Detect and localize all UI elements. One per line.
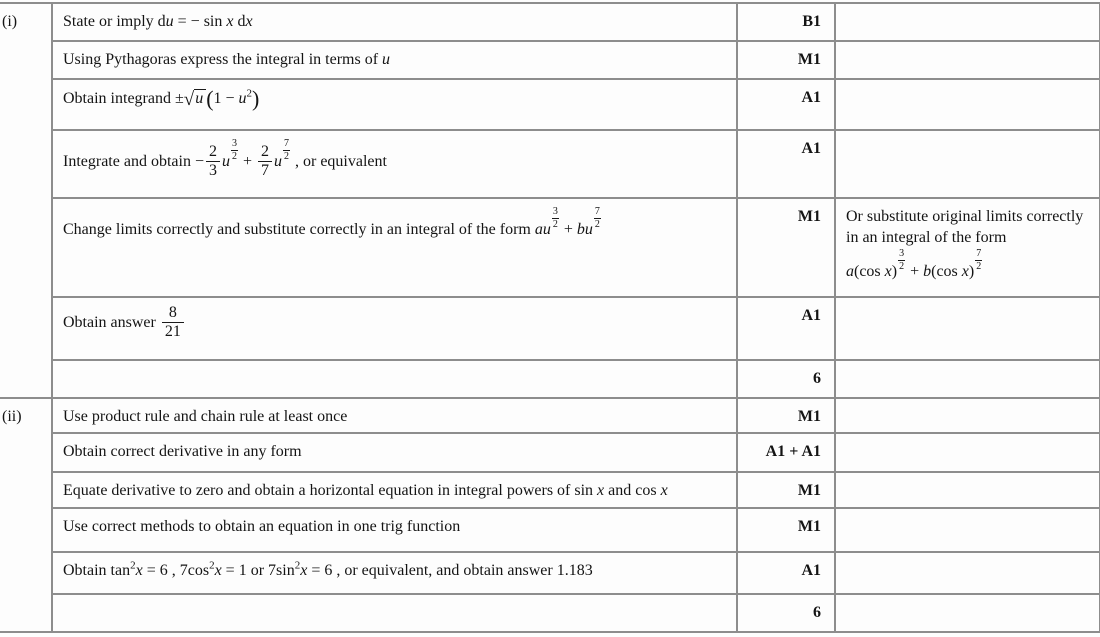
note-cell bbox=[835, 552, 1100, 594]
mark-cell: M1 bbox=[737, 398, 835, 433]
criterion-cell: Obtain correct derivative in any form bbox=[52, 433, 737, 472]
note-cell bbox=[835, 297, 1100, 360]
table-row bbox=[0, 3, 1100, 41]
criterion-cell: Using Pythagoras express the integral in terms of u bbox=[52, 41, 737, 79]
table-row bbox=[0, 41, 1100, 79]
criterion-cell: Obtain $\tan^2x = 6$ , $7\cos^2x = 1$ or $7\sin^2x = 6$ , or equivalent, and obtain answer 1.183 bbox=[52, 552, 737, 594]
mark-cell: A1 bbox=[737, 79, 835, 130]
table-row bbox=[0, 79, 1100, 130]
criterion-cell: Obtain integrand ±√u $(1 - u^2)$ bbox=[52, 79, 737, 130]
table-row bbox=[0, 472, 1100, 508]
note-cell bbox=[835, 41, 1100, 79]
total-marks-cell: 6 bbox=[737, 360, 835, 398]
table-row bbox=[0, 130, 1100, 198]
part-label-ii: (ii) bbox=[0, 398, 52, 632]
note-cell bbox=[835, 594, 1100, 632]
table-row bbox=[0, 508, 1100, 552]
mark-cell: B1 bbox=[737, 3, 835, 41]
table-row bbox=[0, 398, 1100, 433]
criterion-cell: Equate derivative to zero and obtain a horizontal equation in integral powers of sin x and cos x bbox=[52, 472, 737, 508]
part-label-i: (i) bbox=[0, 3, 52, 398]
criterion-cell: Change limits correctly and substitute correctly in an integral of the form au $\frac{3}{2}$ + bu $\frac{7}{2}$ bbox=[52, 198, 737, 297]
mark-scheme-table bbox=[0, 2, 1100, 633]
note-cell bbox=[835, 433, 1100, 472]
note-cell bbox=[835, 79, 1100, 130]
note-cell: Or substitute original limits correctly in an integral of the form a(cos x) $\frac{3}{2}$ + b(cos x) $\frac{7}{2}$ bbox=[835, 198, 1100, 297]
criterion-cell bbox=[52, 360, 737, 398]
table-row-total bbox=[0, 594, 1100, 632]
criterion-cell: Obtain answer $\frac{8}{21}$ bbox=[52, 297, 737, 360]
note-cell bbox=[835, 3, 1100, 41]
note-cell bbox=[835, 398, 1100, 433]
mark-cell: A1 bbox=[737, 552, 835, 594]
note-cell bbox=[835, 508, 1100, 552]
criterion-cell bbox=[52, 594, 737, 632]
table-row-total bbox=[0, 360, 1100, 398]
mark-scheme-page bbox=[0, 2, 1100, 637]
note-cell bbox=[835, 360, 1100, 398]
mark-cell: M1 bbox=[737, 472, 835, 508]
mark-cell: A1 bbox=[737, 297, 835, 360]
table-row bbox=[0, 297, 1100, 360]
mark-cell: M1 bbox=[737, 508, 835, 552]
table-row bbox=[0, 198, 1100, 297]
criterion-cell: State or imply du = − sin x dx bbox=[52, 3, 737, 41]
mark-cell: A1 bbox=[737, 130, 835, 198]
note-cell bbox=[835, 472, 1100, 508]
mark-cell: M1 bbox=[737, 41, 835, 79]
criterion-cell: Use product rule and chain rule at least once bbox=[52, 398, 737, 433]
table-row bbox=[0, 433, 1100, 472]
mark-cell: M1 bbox=[737, 198, 835, 297]
criterion-cell: Use correct methods to obtain an equation in one trig function bbox=[52, 508, 737, 552]
criterion-cell: Integrate and obtain − $\frac{2}{3}$ u $\frac{3}{2}$ + $\frac{2}{7}$ u $\frac{7}{2}$ , or equivalent bbox=[52, 130, 737, 198]
mark-cell: A1 + A1 bbox=[737, 433, 835, 472]
table-row bbox=[0, 552, 1100, 594]
total-marks-cell: 6 bbox=[737, 594, 835, 632]
note-cell bbox=[835, 130, 1100, 198]
